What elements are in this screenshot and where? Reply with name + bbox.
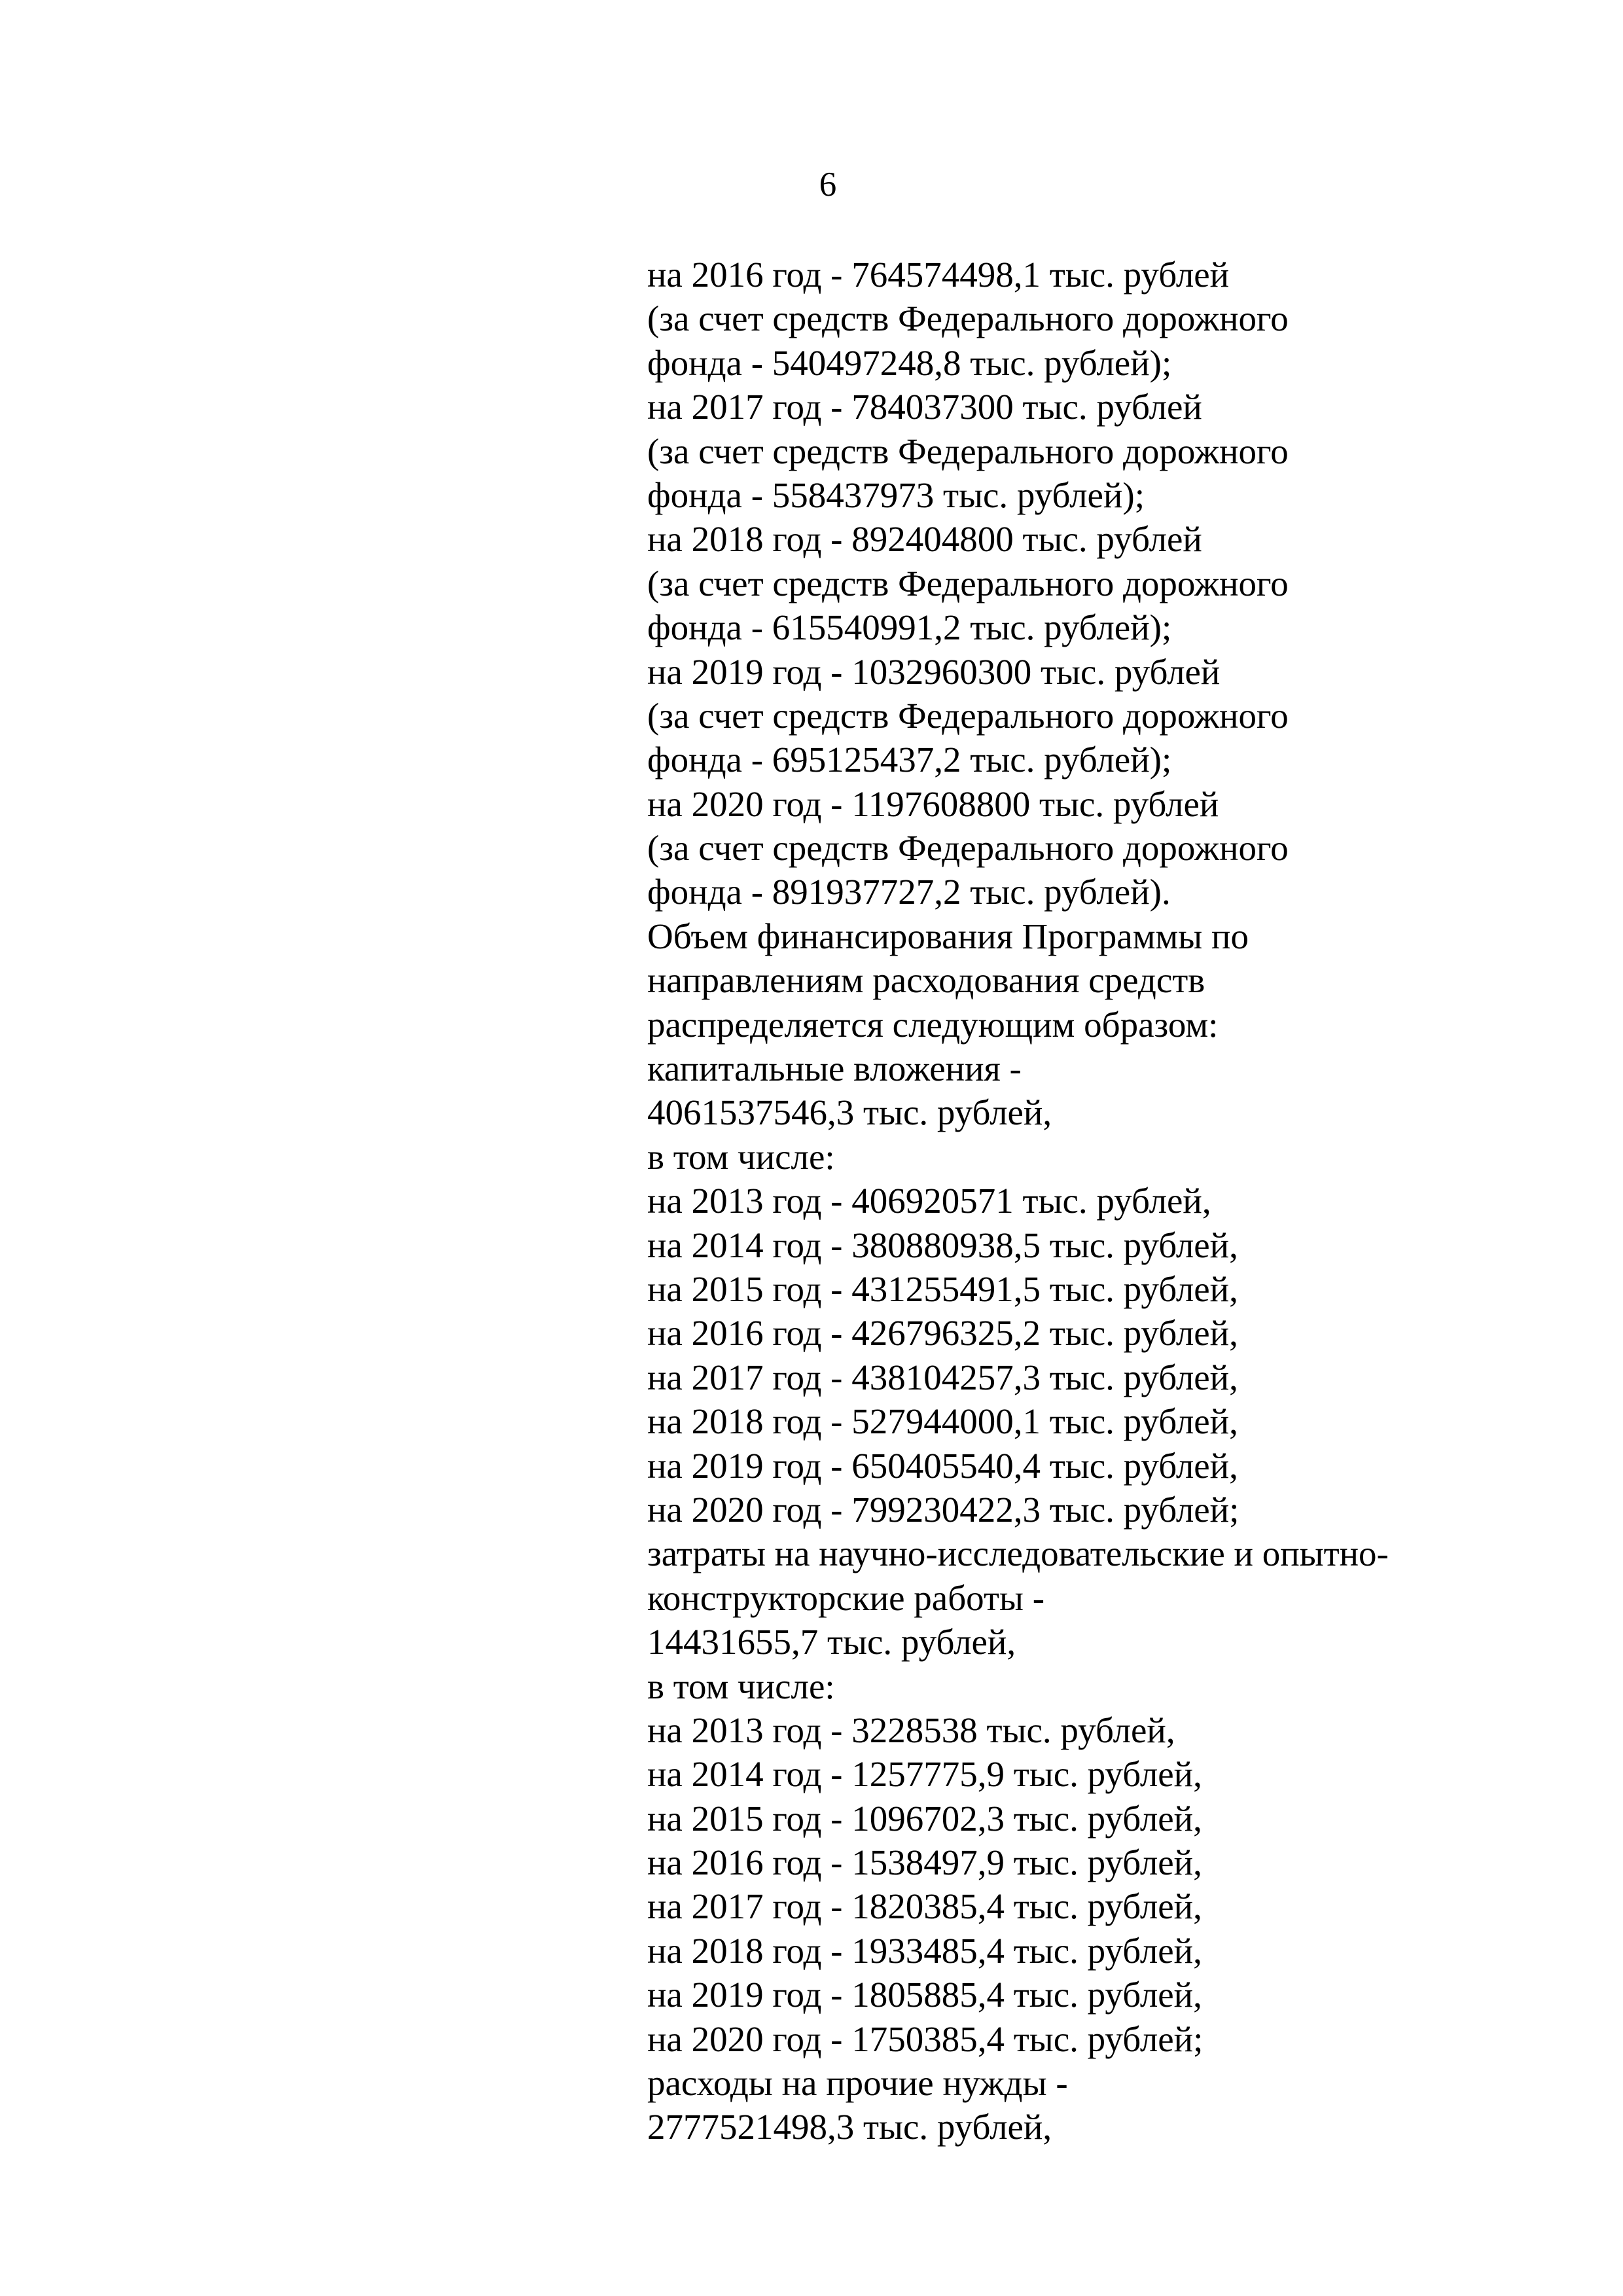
text-line: на 2017 год - 1820385,4 тыс. рублей, (647, 1886, 1202, 1927)
text-line: на 2020 год - 1197608800 тыс. рублей (647, 783, 1219, 824)
text-line: (за счет средств Федерального дорожного (647, 828, 1289, 869)
text-line: капитальные вложения - (647, 1049, 1022, 1089)
text-line: 4061537546,3 тыс. рублей, (647, 1092, 1052, 1133)
text-line: на 2019 год - 650405540,4 тыс. рублей, (647, 1445, 1238, 1486)
text-line: фонда - 615540991,2 тыс. рублей); (647, 607, 1172, 648)
page-number: 6 (819, 166, 837, 204)
text-line: на 2016 год - 1538497,9 тыс. рублей, (647, 1842, 1202, 1883)
text-line: Объем финансирования Программы по (647, 916, 1249, 956)
text-line: 14431655,7 тыс. рублей, (647, 1622, 1016, 1662)
text-line: (за счет средств Федерального дорожного (647, 695, 1289, 736)
text-line: на 2013 год - 406920571 тыс. рублей, (647, 1181, 1211, 1221)
text-line: (за счет средств Федерального дорожного (647, 298, 1289, 339)
text-line: на 2017 год - 784037300 тыс. рублей (647, 387, 1202, 427)
text-line: на 2019 год - 1805885,4 тыс. рублей, (647, 1975, 1202, 2015)
text-line: на 2014 год - 1257775,9 тыс. рублей, (647, 1754, 1202, 1795)
text-line: (за счет средств Федерального дорожного (647, 563, 1289, 603)
text-line: затраты на научно-исследовательские и опытно- (647, 1534, 1389, 1574)
text-line: на 2013 год - 3228538 тыс. рублей, (647, 1710, 1175, 1750)
text-line: в том числе: (647, 1666, 835, 1706)
text-line: на 2020 год - 799230422,3 тыс. рублей; (647, 1489, 1240, 1530)
text-line: (за счет средств Федерального дорожного (647, 431, 1289, 471)
text-line: на 2018 год - 892404800 тыс. рублей (647, 519, 1202, 560)
text-line: на 2015 год - 1096702,3 тыс. рублей, (647, 1798, 1202, 1839)
text-line: распределяется следующим образом: (647, 1004, 1219, 1045)
text-line: направлениям расходования средств (647, 960, 1205, 1001)
text-line: на 2017 год - 438104257,3 тыс. рублей, (647, 1357, 1238, 1397)
text-line: конструкторские работы - (647, 1577, 1045, 1618)
document-body (647, 253, 1603, 2149)
text-line: в том числе: (647, 1136, 835, 1177)
text-line: фонда - 558437973 тыс. рублей); (647, 475, 1145, 515)
text-line: на 2015 год - 431255491,5 тыс. рублей, (647, 1268, 1238, 1309)
text-line: на 2014 год - 380880938,5 тыс. рублей, (647, 1225, 1238, 1265)
text-line: фонда - 695125437,2 тыс. рублей); (647, 740, 1172, 780)
text-line: на 2020 год - 1750385,4 тыс. рублей; (647, 2018, 1204, 2059)
text-line: фонда - 540497248,8 тыс. рублей); (647, 342, 1172, 383)
text-line: на 2018 год - 527944000,1 тыс. рублей, (647, 1401, 1238, 1442)
text-line: на 2016 год - 764574498,1 тыс. рублей (647, 255, 1230, 295)
text-line: на 2016 год - 426796325,2 тыс. рублей, (647, 1313, 1238, 1354)
text-line: на 2018 год - 1933485,4 тыс. рублей, (647, 1930, 1202, 1971)
text-line: расходы на прочие нужды - (647, 2063, 1068, 2104)
text-line: фонда - 891937727,2 тыс. рублей). (647, 872, 1171, 912)
text-line: на 2019 год - 1032960300 тыс. рублей (647, 651, 1221, 692)
text-line: 2777521498,3 тыс. рублей, (647, 2107, 1052, 2147)
